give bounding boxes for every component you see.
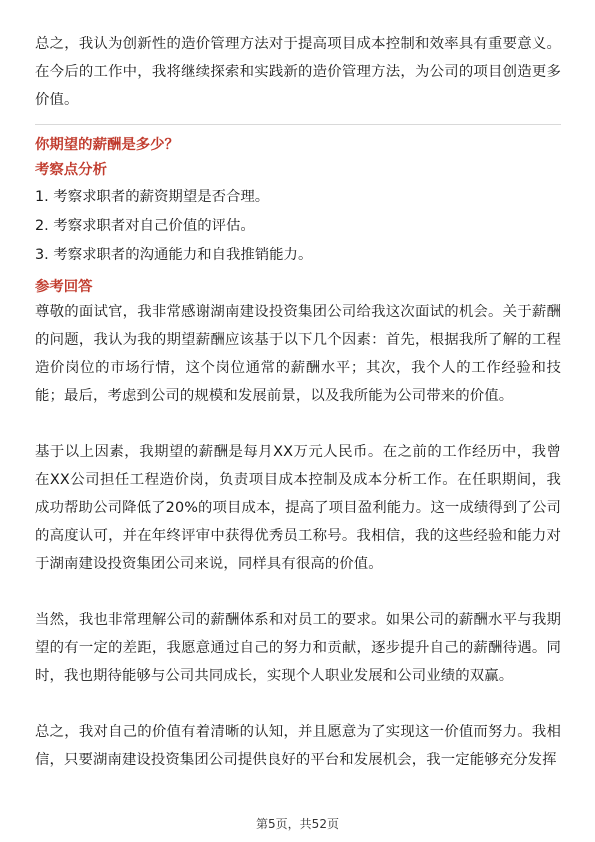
answer-paragraph: 基于以上因素，我期望的薪酬是每月XX万元人民币。在之前的工作经历中，我曾在XX公司担任工程造价岗，负责项目成本控制及成本分析工作。在任职期间，我成功帮助公司降低了20%的项目成本，提高了项目盈利能力。这一成绩得到了公司的高度认可，并在年终评审中获得优秀员工称号。我相信，我的这些经验和能力对于湖南建设投资集团公司来说，同样具有很高的价值。 (35, 444, 561, 572)
intro-paragraph: 总之，我认为创新性的造价管理方法对于提高项目成本控制和效率具有重要意义。在今后的工作中，我将继续探索和实践新的造价管理方法，为公司的项目创造更多价值。 (35, 36, 561, 108)
analysis-item: 1. 考察求职者的薪资期望是否合理。 (35, 189, 270, 205)
section-divider (35, 124, 561, 125)
paragraph-gap (35, 410, 561, 438)
paragraph-gap (35, 690, 561, 718)
question-title: 你期望的薪酬是多少？ (35, 137, 179, 153)
answer-heading: 参考回答 (35, 279, 93, 295)
paragraph-gap (35, 578, 561, 606)
analysis-item: 2. 考察求职者对自己价值的评估。 (35, 218, 255, 234)
answer-paragraph: 总之，我对自己的价值有着清晰的认知，并且愿意为了实现这一价值而努力。我相信，只要湖南建设投资集团公司提供良好的平台和发展机会，我一定能够充分发挥 (35, 724, 561, 768)
analysis-heading: 考察点分析 (35, 162, 107, 178)
answer-paragraph: 尊敬的面试官，我非常感谢湖南建设投资集团公司给我这次面试的机会。关于薪酬的问题，我认为我的期望薪酬应该基于以下几个因素：首先，根据我所了解的工程造价岗位的市场行情，这个岗位通常的薪酬水平；其次，我个人的工作经验和技能；最后，考虑到公司的规模和发展前景，以及我所能为公司带来的价值。 (35, 304, 561, 404)
document-page (35, 30, 561, 774)
page-number: 第5页，共52页 (256, 817, 339, 831)
analysis-item: 3. 考察求职者的沟通能力和自我推销能力。 (35, 247, 313, 263)
answer-paragraph: 当然，我也非常理解公司的薪酬体系和对员工的要求。如果公司的薪酬水平与我期望的有一定的差距，我愿意通过自己的努力和贡献，逐步提升自己的薪酬待遇。同时，我也期待能够与公司共同成长，实现个人职业发展和公司业绩的双赢。 (35, 612, 561, 684)
analysis-list (35, 183, 561, 270)
